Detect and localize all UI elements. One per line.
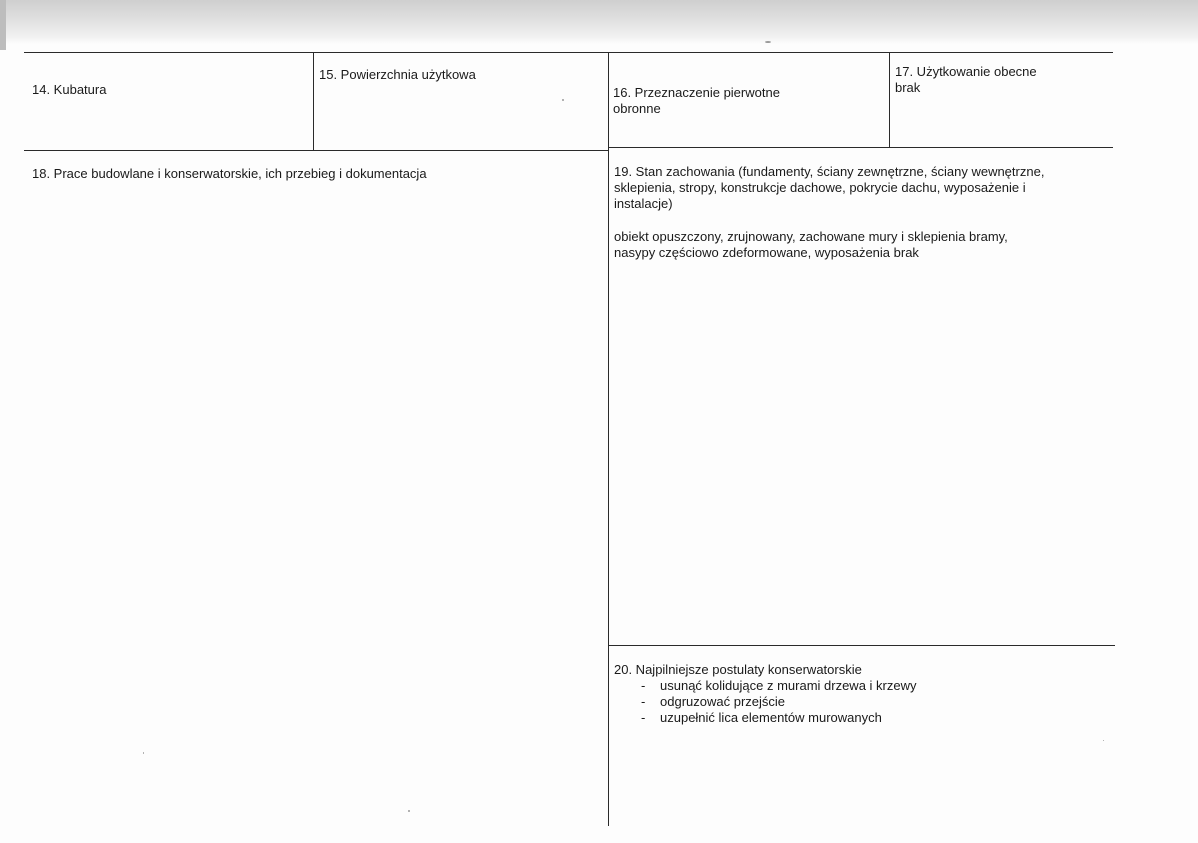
bullet-dash: - <box>641 694 646 709</box>
field19-value-line: obiekt opuszczony, zrujnowany, zachowane mury i sklepienia bramy, <box>614 229 1008 244</box>
table-top-border <box>24 52 1113 53</box>
divider-center <box>608 52 609 826</box>
list-item <box>614 694 916 710</box>
field19-label-line: 19. Stan zachowania (fundamenty, ściany zewnętrzne, ściany wewnętrzne, <box>614 164 1045 179</box>
field19-label-line: instalacje) <box>614 196 673 211</box>
bullet-dash: - <box>641 710 646 725</box>
scan-speck <box>1103 740 1104 741</box>
field20-label: 20. Najpilniejsze postulaty konserwatorskie <box>614 662 862 677</box>
scan-shadow-band <box>0 0 1198 44</box>
scan-left-edge <box>0 0 6 50</box>
field14-label: 14. Kubatura <box>32 82 107 97</box>
field16-label: 16. Przeznaczenie pierwotne <box>613 85 780 100</box>
row1-bottom-border-right <box>608 147 1113 148</box>
field18-label: 18. Prace budowlane i konserwatorskie, ich przebieg i dokumentacja <box>32 166 427 181</box>
divider-14-15 <box>313 52 314 150</box>
scan-speck <box>143 752 144 754</box>
scan-speck <box>408 810 410 812</box>
field19-value <box>614 229 1008 261</box>
postulate-text: odgruzować przejście <box>660 694 786 709</box>
field16-value: obronne <box>613 101 661 116</box>
row1-bottom-border-left <box>24 150 608 151</box>
field19-label <box>614 164 1044 212</box>
field15-label: 15. Powierzchnia użytkowa <box>319 67 476 82</box>
field19-bottom-border <box>608 645 1115 646</box>
list-item <box>614 678 916 694</box>
divider-16-17 <box>889 52 890 148</box>
field19-label-line: sklepienia, stropy, konstrukcje dachowe, pokrycie dachu, wyposażenie i <box>614 180 1026 195</box>
field20-postulates-list <box>614 678 916 726</box>
field19-value-line: nasypy częściowo zdeformowane, wyposażenia brak <box>614 245 919 260</box>
postulate-text: usunąć kolidujące z murami drzewa i krzewy <box>660 678 917 693</box>
list-item <box>614 710 916 726</box>
field17-label: 17. Użytkowanie obecne <box>895 64 1037 79</box>
scan-speck <box>765 41 771 43</box>
field17-value: brak <box>895 80 921 95</box>
bullet-dash: - <box>641 678 646 693</box>
scan-speck <box>562 99 564 101</box>
postulate-text: uzupełnić lica elementów murowanych <box>660 710 882 725</box>
